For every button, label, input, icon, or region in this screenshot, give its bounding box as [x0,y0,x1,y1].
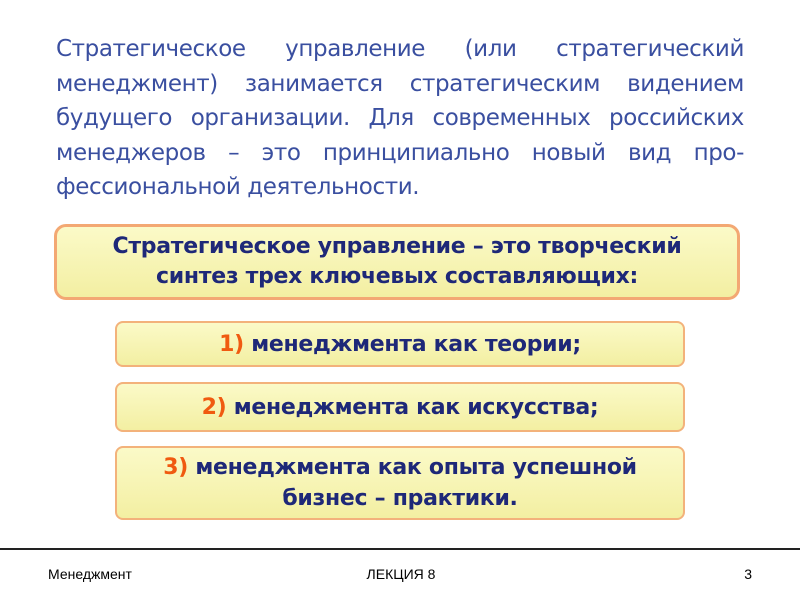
component-text: менеджмента как искусства; [233,394,599,420]
component-box-2 [115,382,685,432]
definition-line-1: Стратегическое управление – это творческий [112,234,682,259]
component-text: менеджмента как теории; [251,331,581,357]
footer-divider [0,548,800,550]
component-line [219,329,581,360]
component-box-3 [115,446,685,520]
component-box-1 [115,321,685,367]
component-text: менеджмента как опыта успешной [195,455,637,480]
component-line [202,392,599,423]
definition-line-2: синтез трех ключевых составляющих: [155,264,639,289]
footer-lecture-label: ЛЕКЦИЯ 8 [366,566,436,582]
footer-page-number: 3 [744,566,752,582]
component-number: 2) [201,394,227,420]
component-line [163,452,637,483]
component-number: 3) [163,455,188,480]
footer-course-title: Менеджмент [48,566,132,582]
definition-box [54,224,740,300]
component-number: 1) [219,331,244,357]
intro-paragraph: Стратегическое управление (или стратегический менеджмент) занимается стратегическим видением будущего организации. Для современных российских менеджеров – это принципиально новый вид про-фессиональной деятельности. [56,36,744,200]
component-text-line-2: бизнес – практики. [282,486,518,511]
